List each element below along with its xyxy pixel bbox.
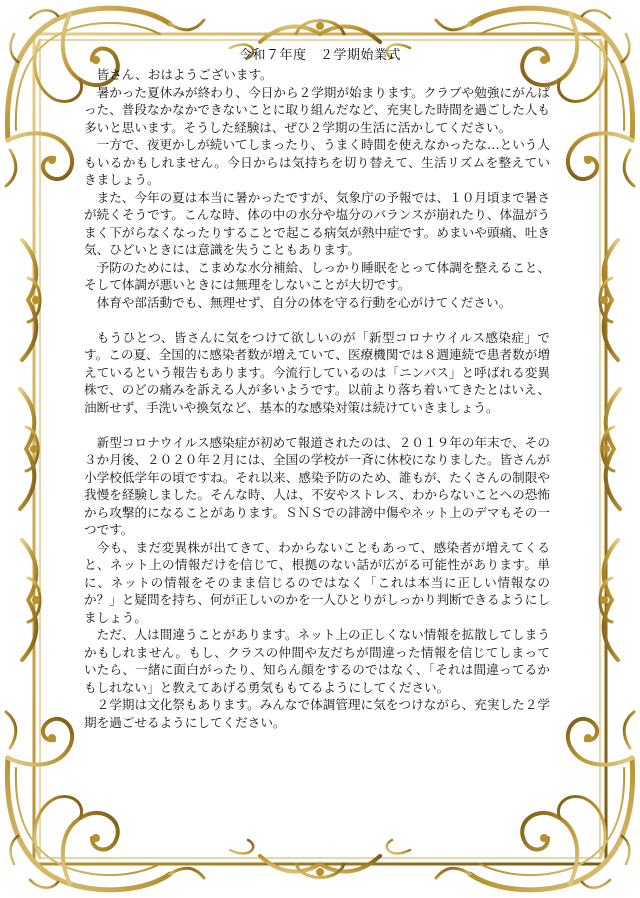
paragraph: 体育や部活動でも、無理せず、自分の体を守る行動を心がけてください。 (96, 294, 512, 310)
paragraph: 新型コロナウイルス感染症が初めて報道されたのは、２０１９年の年末で、その３か月後、２０２０年２月には、全国の学校が一斉に休校になりました。皆さんが小学校低学年の頃ですね。それ以来、感染予防のため、誰もが、たくさんの制限や我慢を経験しました。そんな時、人は、不安やストレス、わからないことへの恐怖から攻撃的になることがあります。ＳＮＳでの誹謗中傷やネット上のデマもその一つです。 (84, 434, 550, 537)
left-side-ornament-lower (22, 540, 40, 660)
right-side-ornament-upper (600, 240, 618, 360)
speech-body (84, 66, 550, 731)
paragraph: 今も、まだ変異株が出てきて、わからないこともあって、感染者が増えてくると、ネット上の情報だけを信じて、根拠のない話が広がる可能性があります。単に、ネットの情報をそのまま信じるのではなく「これは本当に正しい情報なのか？」と疑問を持ち、何が正しいのかを一人ひとりがしっかり判断できるようにしましょう。 (84, 539, 550, 625)
paragraph: 一方で、夜更かしが続いてしまったり、うまく時間を使えなかったな…という人もいるかもしれません。今日からは気持ちを切り替えて、生活リズムを整えていきましょう。 (84, 137, 550, 187)
right-side-ornament-lower (600, 540, 618, 660)
paragraph-greeting: 皆さん、おはようございます。 (96, 67, 273, 82)
paragraph: ただ、人は間違うことがあります。ネット上の正しくない情報を拡散してしまうかもしれません。もし、クラスの仲間や友だちが間違った情報を信じてしまっていたら、一緒に面白がったり、知らん顔をするのではなく、「それは間違ってるかもしれない」と教えてあげる勇気ももてるようにしてください。 (84, 627, 550, 695)
paragraph: また、今年の夏は本当に暑かったですが、気象庁の予報では、１０月頃まで暑さが続くそうです。こんな時、体の中の水分や塩分のバランスが崩れたり、体温がうまく下がらなくなったりすることで起こる病気が熱中症です。めまいや頭痛、吐き気、ひどいときには意識を失うこともあります。 (84, 189, 550, 257)
paragraph: もうひとつ、皆さんに気をつけて欲しいのが「新型コロナウイルス感染症」です。この夏、全国的に感染者数が増えていて、医療機関では８週連続で患者数が増えているという報告もあります。今流行しているのは「ニンバス」と呼ばれる変異株で、のどの痛みを訴える人が多いようです。以前より落ち着いてきたとはいえ、油断せず、手洗いや換気など、基本的な感染対策は続けていきましょう。 (84, 329, 550, 415)
bottom-center-ornament (230, 840, 410, 878)
paragraph: 暑かった夏休みが終わり、今日から２学期が始まります。クラブや勉強にがんばった、普段なかなかできないことに取り組んだなど、充実した時間を過ごした人も多いと思います。そうした経験は、ぜひ２学期の生活に活かしてください。 (84, 84, 550, 135)
paragraph: 予防のためには、こまめな水分補給、しっかり睡眠をとって体調を整えること、そして体調が悪いときには無理をしないことが大切です。 (84, 259, 550, 292)
paragraph-closing: ２学期は文化祭もあります。みんなで体調管理に気をつけながら、充実した２学期を過ごせるようにしてください。 (84, 697, 550, 730)
document-title: 令和７年度 ２学期始業式 (238, 48, 401, 63)
left-side-ornament-upper (22, 240, 40, 360)
